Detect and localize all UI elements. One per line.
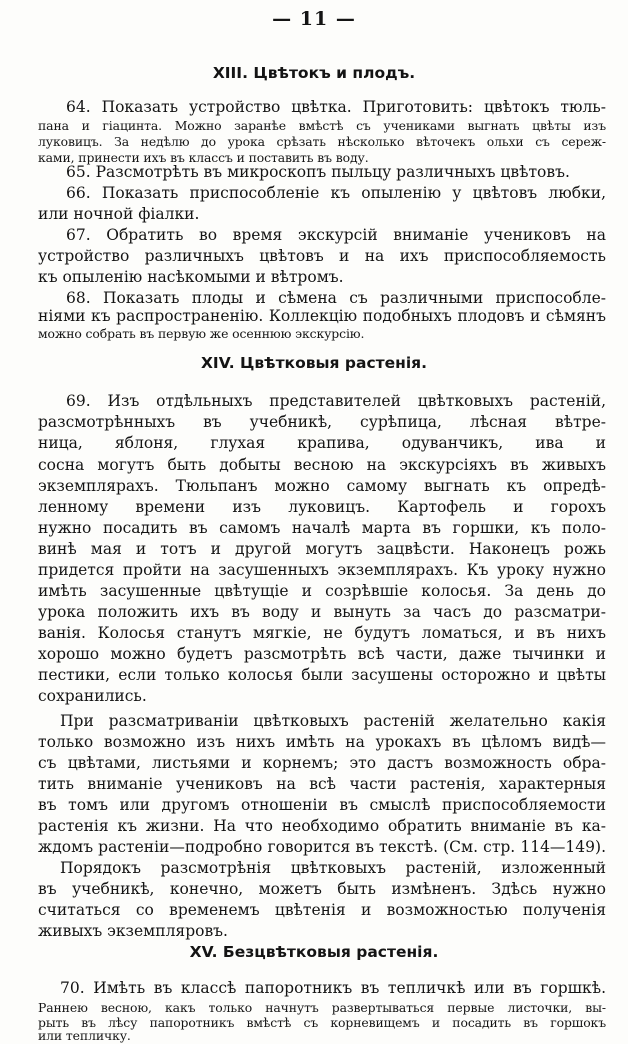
section-13-line: къ опыленію насѣкомыми и вѣтромъ.	[38, 268, 344, 286]
section-14-line: ленному времени изъ луковицъ. Картофель и горохъ	[38, 498, 606, 516]
section-14-line: тить вниманіе учениковъ на всѣ части растенія, характерныя	[38, 775, 606, 793]
section-15-title: XV. Безцвѣтковыя растенія.	[189, 943, 439, 961]
section-13-line: 65. Разсмотрѣть въ микроскопъ пыльцу различныхъ цвѣтовъ.	[66, 163, 570, 181]
section-14-line: въ учебникѣ, конечно, можетъ быть измѣненъ. Здѣсь нужно	[38, 880, 606, 898]
section-14-line: ждомъ растеніи—подробно говорится въ текстѣ. (См. стр. 114—149).	[38, 838, 606, 856]
section-14-line: нужно посадить въ самомъ началѣ марта въ горшки, къ поло-	[38, 519, 606, 537]
section-14-line: хорошо можно будетъ разсмотрѣть всѣ части, даже тычинки и	[38, 645, 606, 663]
section-13-line: 64. Показать устройство цвѣтка. Приготовить: цвѣтокъ тюль-	[66, 98, 606, 116]
section-14-line: сохранились.	[38, 687, 147, 705]
section-14-line: разсмотрѣнныхъ въ учебникѣ, сурѣпица, лѣсная вѣтре-	[38, 413, 606, 431]
section-14-line: 69. Изъ отдѣльныхъ представителей цвѣтковыхъ растеній,	[66, 392, 606, 410]
section-14-line: растенія къ жизни. На что необходимо обратить вниманіе въ ка-	[38, 817, 606, 835]
section-15-line: 70. Имѣть въ классѣ папоротникъ въ тепличкѣ или въ горшкѣ.	[60, 979, 606, 997]
section-13-line: ніями къ распространенію. Коллекцію подобныхъ плодовъ и сѣмянъ	[38, 307, 606, 325]
section-14-line: придется пройти на засушенныхъ экземплярахъ. Къ уроку нужно	[38, 561, 606, 579]
section-14-line: съ цвѣтами, листьями и корнемъ; это дастъ возможность обра-	[38, 754, 606, 772]
section-14-line: имѣть засушенные цвѣтущіе и созрѣвшіе колосья. За день до	[38, 582, 606, 600]
section-14-line: Порядокъ разсмотрѣнія цвѣтковыхъ растеній, изложенный	[60, 859, 606, 877]
section-13-line: можно собрать въ первую же осеннюю экскурсію.	[38, 326, 365, 341]
section-13-line: или ночной фіалки.	[38, 205, 200, 223]
section-14-line: въ томъ или другомъ отношеніи въ смыслѣ приспособляемости	[38, 796, 606, 814]
section-13-title: XIII. Цвѣтокъ и плодъ.	[212, 64, 416, 82]
page-number: — 11 —	[272, 8, 356, 30]
section-14-line: сосна могутъ быть добыты весною на экскурсіяхъ въ живыхъ	[38, 456, 606, 474]
section-13-line: устройство различныхъ цвѣтовъ и на ихъ приспособляемость	[38, 247, 606, 265]
section-14-line: экземплярахъ. Тюльпанъ можно самому выгнать къ опредѣ-	[38, 477, 606, 495]
section-13-line: 66. Показать приспособленіе къ опыленію у цвѣтовъ любки,	[66, 184, 606, 202]
section-14-line: пестики, если только колосья были засушены осторожно и цвѣты	[38, 666, 606, 684]
section-15-line: рыть въ лѣсу папоротникъ вмѣстѣ съ корневищемъ и посадить въ горшокъ	[38, 1015, 606, 1030]
section-13-line: 67. Обратить во время экскурсій вниманіе учениковъ на	[66, 226, 606, 244]
section-15-line: или тепличку.	[38, 1028, 131, 1043]
section-14-title: XIV. Цвѣтковыя растенія.	[200, 354, 428, 372]
section-13-line: ками, принести ихъ въ классъ и поставить въ воду.	[38, 150, 369, 165]
section-13-line: луковицъ. За недѣлю до урока срѣзать нѣсколько вѣточекъ ольхи съ сереж-	[38, 134, 606, 149]
section-14-line: ница, яблоня, глухая крапива, одуванчикъ, ива и	[38, 434, 606, 452]
section-14-line: ванія. Колосья станутъ мягкіе, не будутъ ломаться, и въ нихъ	[38, 624, 606, 642]
section-15-line: Раннею весною, какъ только начнутъ развертываться первые листочки, вы-	[38, 1000, 606, 1015]
section-14-line: только возможно изъ нихъ имѣть на урокахъ въ цѣломъ видѣ—	[38, 733, 606, 751]
section-14-line: урока положить ихъ въ воду и вынуть за часъ до разсматри-	[38, 603, 606, 621]
section-14-line: При разсматриваніи цвѣтковыхъ растеній желательно какія	[60, 712, 606, 730]
section-14-line: живыхъ экземпляровъ.	[38, 922, 228, 940]
section-14-line: винѣ мая и тотъ и другой могутъ зацвѣсти. Наконецъ рожь	[38, 540, 606, 558]
section-13-line: пана и гіацинта. Можно заранѣе вмѣстѣ съ учениками выгнать цвѣты изъ	[38, 118, 606, 133]
section-13-line: 68. Показать плоды и сѣмена съ различными приспособле-	[66, 289, 606, 307]
section-14-line: считаться со временемъ цвѣтенія и возможностью полученія	[38, 901, 606, 919]
